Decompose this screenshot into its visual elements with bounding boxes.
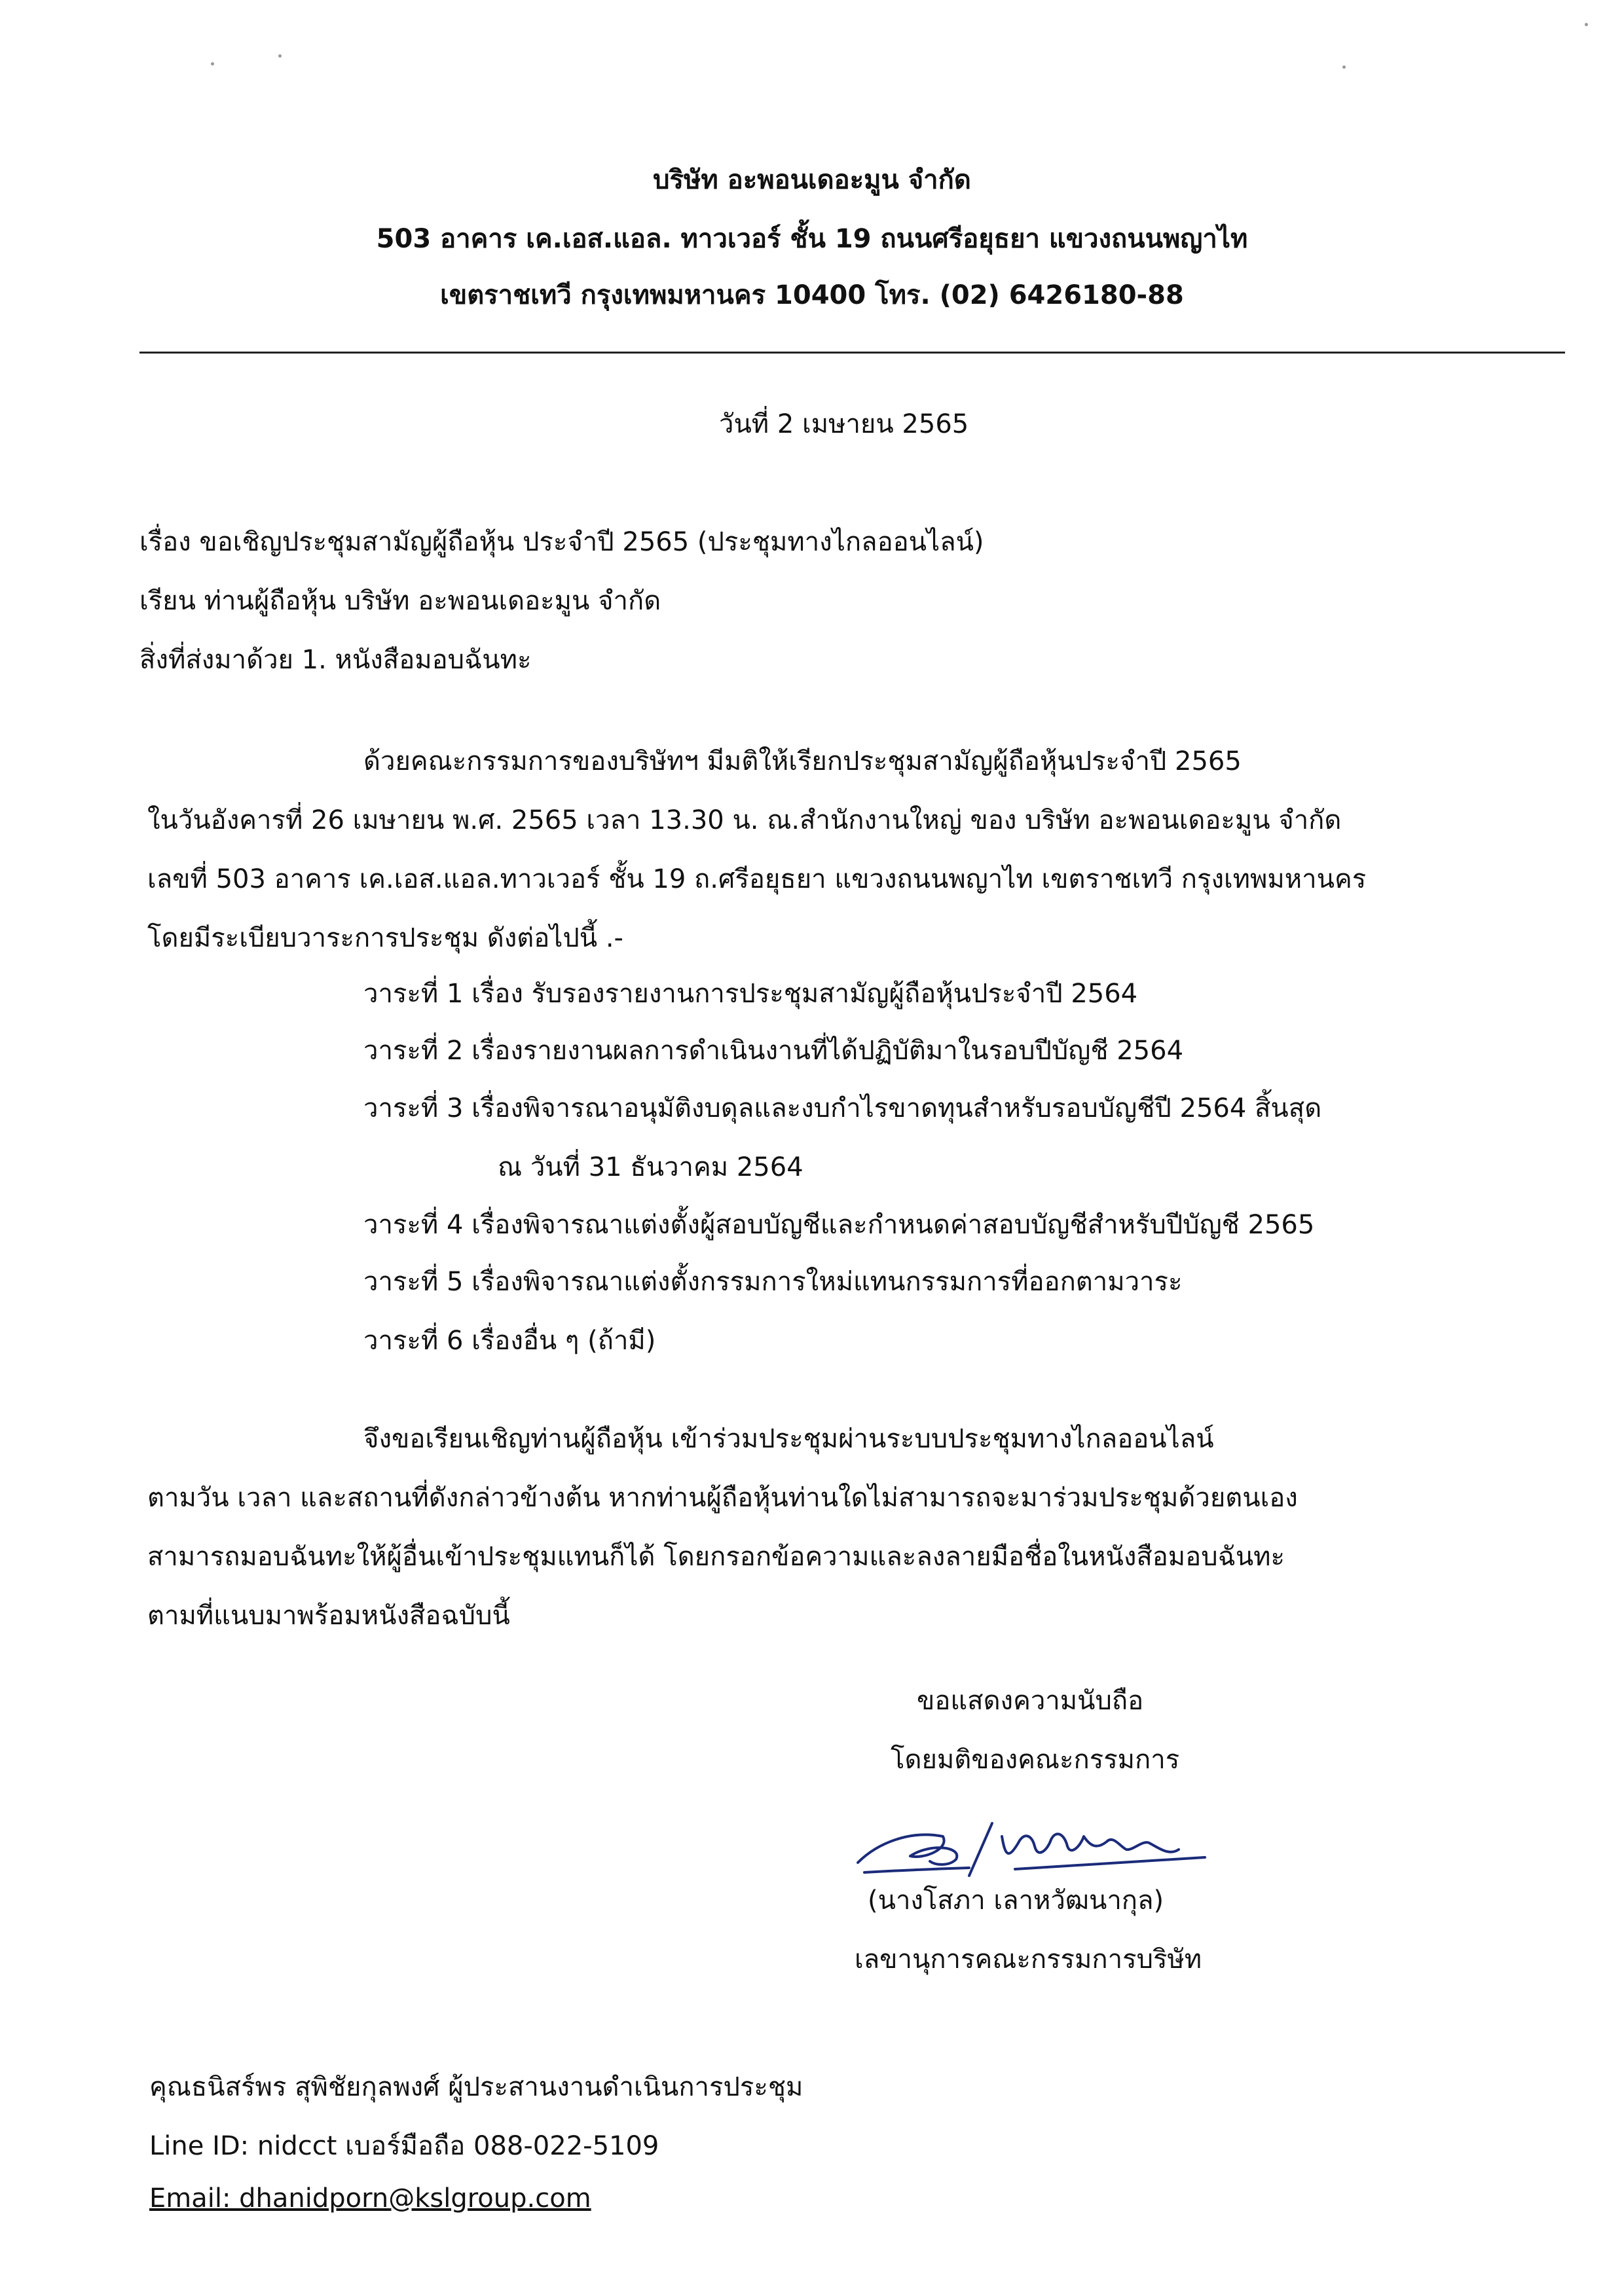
paragraph-line: ตามวัน เวลา และสถานที่ดังกล่าวข้างต้น หากท่านผู้ถือหุ้นท่านใดไม่สามารถจะมาร่วมประชุมด้วยตนเอง [147, 1483, 1298, 1513]
signatory-position: เลขานุการคณะกรรมการบริษัท [855, 1944, 1202, 1975]
letter-enclosure: สิ่งที่ส่งมาด้วย 1. หนังสือมอบฉันทะ [139, 645, 532, 675]
paragraph-line: ด้วยคณะกรรมการของบริษัทฯ มีมติให้เรียกประชุมสามัญผู้ถือหุ้นประจำปี 2565 [363, 746, 1242, 776]
company-address-line-1: 503 อาคาร เค.เอส.แอล. ทาวเวอร์ ชั้น 19 ถนนศรีอยุธยา แขวงถนนพญาไท [376, 224, 1248, 254]
paragraph-line: โดยมีระเบียบวาระการประชุม ดังต่อไปนี้ .- [147, 923, 623, 953]
signatory-name: (นางโสภา เลาหวัฒนากุล) [868, 1886, 1164, 1916]
header-divider [139, 352, 1565, 354]
paragraph-line: เลขที่ 503 อาคาร เค.เอส.แอล.ทาวเวอร์ ชั้น 19 ถ.ศรีอยุธยา แขวงถนนพญาไท เขตราชเทวี กรุงเทพมหานคร [147, 864, 1367, 894]
letter-recipient: เรียน ท่านผู้ถือหุ้น บริษัท อะพอนเดอะมูน จำกัด [139, 586, 661, 616]
scan-speck [278, 54, 282, 58]
company-name: บริษัท อะพอนเดอะมูน จำกัด [653, 165, 971, 195]
letter-subject: เรื่อง ขอเชิญประชุมสามัญผู้ถือหุ้น ประจำปี 2565 (ประชุมทางไกลออนไลน์) [139, 527, 984, 557]
email-link[interactable]: Email: dhanidporn@kslgroup.com [149, 2183, 591, 2214]
agenda-item-3: วาระที่ 3 เรื่องพิจารณาอนุมัติงบดุลและงบกำไรขาดทุนสำหรับรอบบัญชีปี 2564 สิ้นสุด [363, 1093, 1322, 1123]
closing-by-order: โดยมติของคณะกรรมการ [891, 1745, 1180, 1775]
contact-line-phone: Line ID: nidcct เบอร์มือถือ 088-022-5109 [149, 2131, 659, 2161]
agenda-item-5: วาระที่ 5 เรื่องพิจารณาแต่งตั้งกรรมการใหม่แทนกรรมการที่ออกตามวาระ [363, 1267, 1183, 1297]
scan-speck [211, 62, 214, 65]
agenda-item-4: วาระที่ 4 เรื่องพิจารณาแต่งตั้งผู้สอบบัญชีและกำหนดค่าสอบบัญชีสำหรับปีบัญชี 2565 [363, 1210, 1315, 1240]
contact-coordinator: คุณธนิสร์พร สุพิชัยกุลพงศ์ ผู้ประสานงานดำเนินการประชุม [149, 2072, 803, 2102]
company-address-line-2: เขตราชเทวี กรุงเทพมหานคร 10400 โทร. (02) 6426180-88 [440, 280, 1184, 310]
letter-date: วันที่ 2 เมษายน 2565 [719, 409, 969, 439]
paragraph-line: ในวันอังคารที่ 26 เมษายน พ.ศ. 2565 เวลา 13.30 น. ณ.สำนักงานใหญ่ ของ บริษัท อะพอนเดอะมูน จำกัด [147, 805, 1342, 835]
paragraph-line: จึงขอเรียนเชิญท่านผู้ถือหุ้น เข้าร่วมประชุมผ่านระบบประชุมทางไกลออนไลน์ [363, 1424, 1214, 1454]
closing-regards: ขอแสดงความนับถือ [917, 1686, 1144, 1716]
agenda-item-1: วาระที่ 1 เรื่อง รับรองรายงานการประชุมสามัญผู้ถือหุ้นประจำปี 2564 [363, 979, 1138, 1009]
agenda-item-6: วาระที่ 6 เรื่องอื่น ๆ (ถ้ามี) [363, 1326, 656, 1356]
paragraph-line: ตามที่แนบมาพร้อมหนังสือฉบับนี้ [147, 1601, 510, 1631]
paragraph-line: สามารถมอบฉันทะให้ผู้อื่นเข้าประชุมแทนก็ได้ โดยกรอกข้อความและลงลายมือชื่อในหนังสือมอบฉันทะ [147, 1542, 1285, 1572]
contact-email[interactable] [149, 2183, 591, 2214]
agenda-item-2: วาระที่ 2 เรื่องรายงานผลการดำเนินงานที่ได้ปฏิบัติมาในรอบปีบัญชี 2564 [363, 1036, 1184, 1066]
agenda-item-3-continued: ณ วันที่ 31 ธันวาคม 2564 [498, 1152, 803, 1182]
scan-speck [1342, 65, 1346, 69]
scan-speck [1585, 23, 1588, 26]
